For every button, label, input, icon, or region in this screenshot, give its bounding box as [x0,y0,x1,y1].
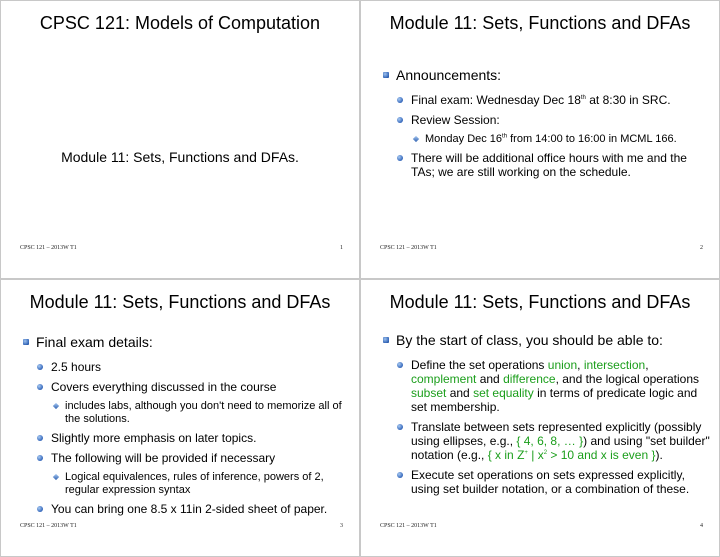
superscript: + [524,450,528,456]
slide-body [383,332,711,502]
bullet-text: Logical equivalences, rules of inference, powers of 2, regular expression syntax [65,471,324,496]
round-bullet-icon [37,455,43,461]
bullet-text: Review Session: [411,113,500,127]
set-builder-part: { x in Z [487,448,525,462]
diamond-bullet-icon [53,403,59,409]
list-item [53,400,351,426]
bullet-text: Final exam: Wednesday Dec 18 [411,93,581,107]
list-item [397,420,711,462]
bullet-text: ) and using "set builder" notation (e.g., [411,434,710,462]
round-bullet-icon [397,362,403,368]
bullet-text: , [577,358,584,372]
keyword-difference: difference [503,372,556,386]
round-bullet-icon [397,117,403,123]
page-number: 4 [700,523,703,529]
page-number: 3 [340,523,343,529]
bullet-text: from 14:00 to 16:00 in MCML 166. [507,133,677,145]
keyword-subset: subset [411,386,447,400]
slide-body [383,67,711,185]
round-bullet-icon [37,506,43,512]
slide-title: Module 11: Sets, Functions and DFAs [389,292,691,312]
list-item [413,133,711,146]
bullet-text: Execute set operations on sets expressed explicitly, using set builder notation, or a combination of these. [411,468,690,496]
keyword-complement: complement [411,372,477,386]
bullet-text: 2.5 hours [51,360,102,374]
list-item [383,67,711,84]
bullet-text: ). [655,448,663,462]
round-bullet-icon [37,384,43,390]
page-number: 1 [340,245,343,251]
bullet-text: includes labs, although you don't need to memorize all of the solutions. [65,400,342,425]
slide-title: CPSC 121: Models of Computation [39,13,321,33]
list-item [397,358,711,414]
bullet-text: in terms of predicate logic and set membership. [411,386,698,414]
bullet-text: , [645,358,649,372]
slide-2 [360,0,720,279]
slide-footer [20,523,343,529]
round-bullet-icon [397,424,403,430]
set-builder-example [488,448,656,462]
list-item [37,502,351,516]
round-bullet-icon [397,155,403,161]
list-item [23,334,351,351]
list-item [397,93,711,107]
bullet-text: Slightly more emphasis on later topics. [51,431,257,445]
set-example: { 4, 6, 8, … } [516,434,584,448]
round-bullet-icon [397,472,403,478]
slide-subtitle: Module 11: Sets, Functions and DFAs. [61,149,299,165]
round-bullet-icon [37,364,43,370]
diamond-bullet-icon [53,474,59,480]
keyword-intersection: intersection [583,358,646,372]
slide-footer [20,245,343,251]
page-number: 2 [700,245,703,251]
slide-3 [0,279,360,557]
bullet-text: , and the logical operations [555,372,699,386]
square-bullet-icon [383,72,389,78]
bullet-text: Final exam details: [36,334,153,350]
list-item [37,380,351,394]
footer-course: CPSC 121 – 2013W T1 [380,245,437,251]
slide-footer [380,523,703,529]
slide-footer [380,245,703,251]
list-item [37,431,351,445]
set-builder-part: > 10 and x is even } [547,448,656,462]
list-item [37,360,351,374]
footer-course: CPSC 121 – 2013W T1 [20,523,77,529]
bullet-text: Define the set operations [411,358,548,372]
bullet-text: Announcements: [396,67,502,83]
slide-body [23,334,351,522]
diamond-bullet-icon [413,136,419,142]
bullet-text: and [446,386,474,400]
square-bullet-icon [383,337,389,343]
square-bullet-icon [23,339,29,345]
keyword-union: union [547,358,578,372]
bullet-text: You can bring one 8.5 x 11in 2-sided sheet of paper. [51,502,328,516]
bullet-text: Covers everything discussed in the course [51,380,277,394]
bullet-text: By the start of class, you should be able to: [396,332,663,348]
slide-title: Module 11: Sets, Functions and DFAs [29,292,331,312]
list-item [37,451,351,465]
round-bullet-icon [397,97,403,103]
bullet-text: There will be additional office hours with me and the TAs; we are still working on the schedule. [411,151,687,179]
superscript: th [502,133,508,140]
round-bullet-icon [37,435,43,441]
bullet-text: at 8:30 in SRC. [585,93,671,107]
list-item [397,151,711,179]
footer-course: CPSC 121 – 2013W T1 [20,245,77,251]
slide-4 [360,279,720,557]
bullet-text: and [476,372,504,386]
list-item [53,471,351,497]
list-item [397,468,711,496]
bullet-text: Translate between sets represented explicitly (possibly using ellipses, e.g., [411,420,702,448]
list-item [383,332,711,349]
superscript: 2 [543,450,548,456]
bullet-text: Monday Dec 16 [425,133,503,145]
bullet-text: The following will be provided if necessary [51,451,276,465]
slide-title: Module 11: Sets, Functions and DFAs [389,13,691,33]
list-item [397,113,711,127]
footer-course: CPSC 121 – 2013W T1 [380,523,437,529]
keyword-set-equality: set equality [473,386,534,400]
slide-1 [0,0,360,279]
set-builder-part: | x [527,448,544,462]
superscript: th [580,95,586,101]
